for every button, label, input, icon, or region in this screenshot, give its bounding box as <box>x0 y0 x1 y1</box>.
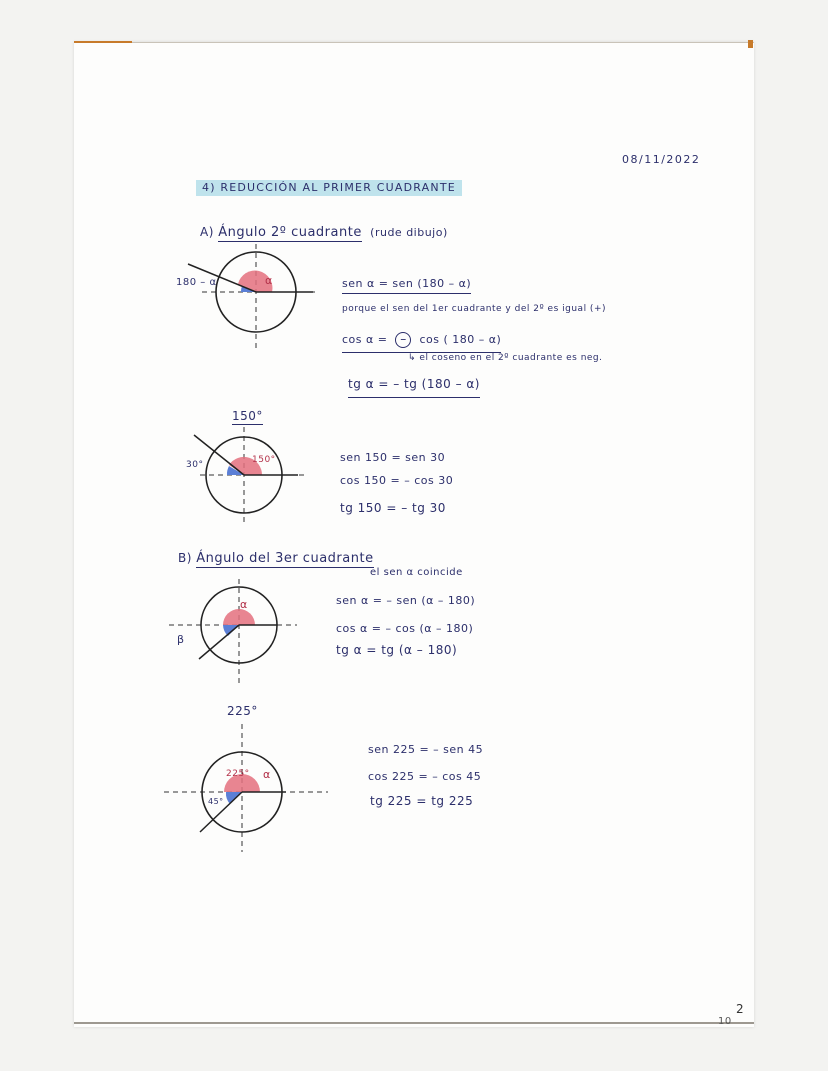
page-bottom-edge <box>74 1022 754 1024</box>
example-225-title: 225° <box>227 704 258 718</box>
part-a-label: A) <box>200 225 214 239</box>
diagram-3rd-quadrant <box>165 575 305 685</box>
part-b-sen-formula: sen α = – sen (α – 180) <box>336 594 476 607</box>
cos-minus-circle: – <box>395 332 411 348</box>
section-title <box>196 176 462 195</box>
part-b-heading-text: Ángulo del 3er cuadrante <box>196 551 374 566</box>
example-150-tg: tg 150 = – tg 30 <box>340 501 446 515</box>
part-a-tg-formula: tg α = – tg (180 – α) <box>348 377 480 398</box>
part-a-heading <box>200 225 448 240</box>
part-b-cos-formula: cos α = – cos (α – 180) <box>336 622 474 635</box>
diagram-b-alpha-label: α <box>240 598 248 611</box>
diagram-225-inner-angle: 225° <box>226 769 250 779</box>
example-225-tg: tg 225 = tg 225 <box>370 794 474 808</box>
diagram-225-alpha: α <box>263 768 271 781</box>
tape-mark-right <box>748 40 753 48</box>
part-a-cos-formula: cos α = – cos ( 180 – α) <box>342 332 501 353</box>
example-225-sen: sen 225 = – sen 45 <box>368 743 484 756</box>
tape-mark-left <box>74 41 132 43</box>
part-a-heading-text: Ángulo 2º cuadrante <box>218 225 362 240</box>
example-150-sen: sen 150 = sen 30 <box>340 451 446 464</box>
part-b-tg-formula: tg α = tg (α – 180) <box>336 643 458 657</box>
part-a-cos-note: ↳ el coseno en el 2º cuadrante es neg. <box>408 353 603 363</box>
diagram-150 <box>180 425 310 530</box>
section-title-text: 4) REDUCCIÓN AL PRIMER CUADRANTE <box>196 180 462 196</box>
diagram-a-left-angle-label: 180 – α <box>176 277 217 288</box>
page-number-top: 2 <box>736 1002 745 1016</box>
diagram-225 <box>160 722 335 854</box>
part-b-label: B) <box>178 551 192 565</box>
page-date: 08/11/2022 <box>622 153 701 166</box>
diagram-a-alpha-label: α <box>265 274 273 287</box>
part-a-sen-note: porque el sen del 1er cuadrante y del 2º es igual (+) <box>342 304 606 314</box>
diagram-150-left-angle: 30° <box>186 460 204 470</box>
part-b-heading <box>178 551 374 566</box>
page-number-bottom: 10 <box>718 1016 732 1027</box>
page-top-edge <box>74 42 754 43</box>
diagram-225-left-angle: 45° <box>208 797 224 806</box>
part-a-sen-formula: sen α = sen (180 – α) <box>342 277 471 290</box>
diagram-b-beta-label: β <box>177 633 185 646</box>
diagram-2nd-quadrant <box>168 240 328 355</box>
diagram-150-inner-angle: 150° <box>252 455 276 465</box>
example-150-cos: cos 150 = – cos 30 <box>340 474 454 487</box>
part-b-note: el sen α coincide <box>370 567 463 578</box>
example-150-title: 150° <box>232 409 263 423</box>
part-a-note: (rude dibujo) <box>370 226 448 239</box>
example-225-cos: cos 225 = – cos 45 <box>368 770 482 783</box>
